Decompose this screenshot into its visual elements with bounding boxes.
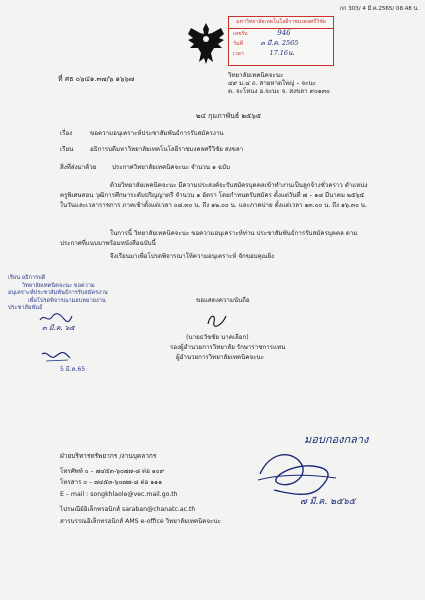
attachment-text: ประกาศวิทยาลัยเทคนิคจะนะ จำนวน ๑ ฉบับ — [112, 164, 230, 171]
receiving-date-label: วันที่ — [233, 41, 243, 47]
footer-saraban-email: ไปรษณีย์อิเล็กทรอนิกส์ saraban@chanatc.ac.th — [60, 506, 196, 513]
document-number: ที่ ศธ ๐๖๔๑.๓๗/๖ ๑๖๖๗ — [58, 75, 135, 83]
margin-note-line-1: เรียน อธิการบดี — [8, 275, 46, 281]
recipient-label: เรียน — [60, 146, 74, 153]
subject-label: เรื่อง — [60, 130, 73, 137]
footer-phone: โทรศัพท์ ๐ – ๗๔๕๓-๖๐๗๗-๘ ต่อ ๑๐๙ — [60, 468, 164, 475]
receiving-stamp-org: มหาวิทยาลัยเทคโนโลยีราชมงคลศรีวิชัย — [229, 17, 333, 29]
author-signature — [204, 310, 230, 334]
margin-note-line-5: ประชาสัมพันธ์ — [8, 305, 43, 311]
closing: ขอแสดงความนับถือ — [196, 297, 250, 304]
sender-address-3: ต. จะโหนง อ.จะนะ จ. สงขลา ๙๐๑๓๐ — [228, 88, 330, 95]
sender-address-1: วิทยาลัยเทคนิคจะนะ — [228, 72, 284, 79]
handwritten-assignment: มอบกองกลาง — [304, 433, 369, 446]
signatory-title-2: ผู้อำนวยการวิทยาลัยเทคนิคจะนะ — [176, 354, 264, 361]
footer-fax: โทรสาร ๐ – ๗๔๕๓-๖๐๗๗-๘ ต่อ ๑๑๑ — [60, 479, 163, 486]
subject-text: ขอความอนุเคราะห์ประชาสัมพันธ์การรับสมัครงาน — [90, 130, 224, 137]
signatory-name: (นายธวัชชัย นาคเลือก) — [186, 334, 249, 341]
attachment-label: สิ่งที่ส่งมาด้วย — [60, 164, 97, 171]
body-paragraph-2: ในการนี้ วิทยาลัยเทคนิคจะนะ ขอความอนุเคราะห์ท่าน ประชาสัมพันธ์การรับสมัครบุคคล ตามประกาศที่แนบมาพร้อมหนังสือฉบับนี้ — [60, 230, 358, 247]
body-paragraph-1: ด้วยวิทยาลัยเทคนิคจะนะ มีความประสงค์จะรับสมัครบุคคลเข้าทำงานเป็นลูกจ้างชั่วคราว ตำแหน่ง ครูพิเศษสอน วุฒิการศึกษาระดับปริญญาตรี จำนวน ๑ อัตรา โดยกำหนดรับสมัคร ตั้งแต่วันที่ ๗ – ๑๘ มีนาคม ๒๕๖๕ ในวันและเวลาราชการ ภาคเช้าตั้งแต่เวลา ๐๘.๓๐ น. ถึง ๑๒.๐๐ น. และภาคบ่าย ตั้งแต่เวลา ๑๓.๐๐ น. ถึง ๑๖.๓๐ น. — [60, 182, 368, 209]
margin-note-date-2: 5 มี.ค.65 — [60, 366, 86, 373]
receiving-time-label: เวลา — [233, 51, 244, 57]
receiving-stamp — [228, 16, 334, 66]
margin-note-line-4: เพื่อโปรดพิจารณามอบหมายงาน — [28, 297, 106, 304]
receipt-time-stamp: กก 303/ 4 มี.ค.2565/ 08.48 น. — [339, 6, 419, 12]
receiving-no-value: 946 — [277, 29, 291, 37]
receiving-time-value: 17.16น. — [269, 49, 295, 57]
receiving-no-label: เลขรับ — [233, 31, 248, 37]
body-paragraph-3: จึงเรียนมาเพื่อโปรดพิจารณาให้ความอนุเคราะห์ จักขอบคุณยิ่ง — [110, 253, 275, 260]
garuda-emblem — [186, 20, 226, 66]
margin-note-date-1: ๓ มี.ค. ๖๕ — [42, 324, 75, 332]
sender-address-2: ๔๙ ม.๔ ถ. สายหาดใหญ่ – จะนะ — [228, 80, 316, 87]
handwritten-date: ๗ มี.ค. ๒๕๖๕ — [300, 497, 356, 507]
margin-note-line-3: อนุเคราะห์ประชาสัมพันธ์การรับสมัครงาน — [8, 290, 108, 296]
recipient-text: อธิการบดีมหาวิทยาลัยเทคโนโลยีราชมงคลศรีวิชัย สงขลา — [90, 146, 244, 153]
margin-note-line-2: วิทยาลัยเทคนิคจะนะ ขอความ — [22, 282, 95, 289]
signatory-title-1: รองผู้อำนวยการวิทยาลัย รักษาราชการแทน — [170, 344, 286, 351]
footer-department: ฝ่ายบริหารทรัพยากร /งานบุคลากร — [60, 452, 157, 460]
receiving-date-value: ๓ มี.ค. 2565 — [260, 39, 299, 47]
margin-note — [8, 275, 108, 313]
letter-date: ๒๔ กุมภาพันธ์ ๒๕๖๕ — [196, 112, 262, 120]
footer-ams: สารบรรณอิเล็กทรอนิกส์ AMS e-office วิทยาลัยเทคนิคจะนะ — [60, 518, 221, 525]
footer-email: E – mail : songkhlaole@vec.mail.go.th — [60, 491, 178, 498]
